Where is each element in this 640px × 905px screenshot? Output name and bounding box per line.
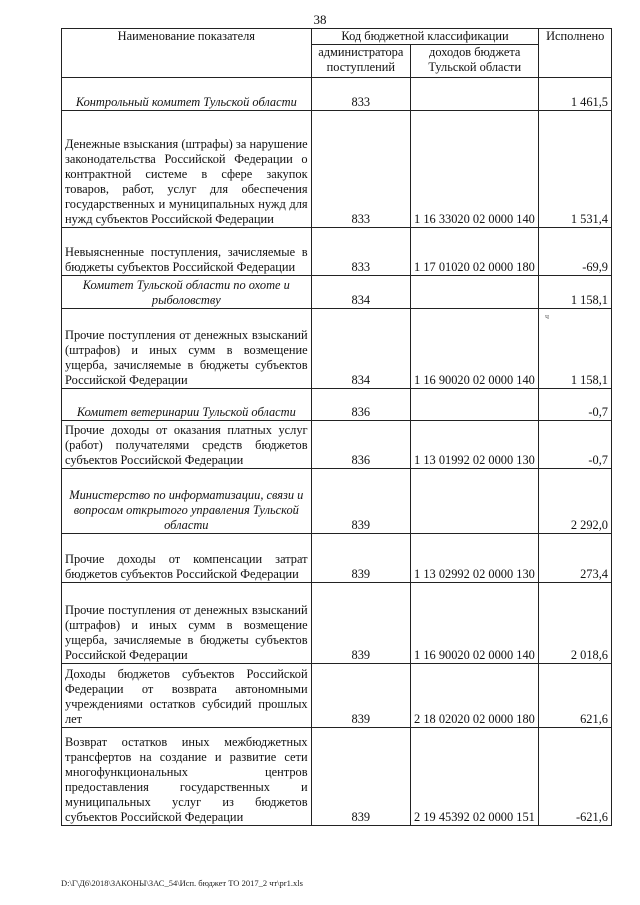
- table-row: [62, 111, 612, 228]
- revenue-code: 1 16 33020 02 0000 140: [411, 111, 539, 228]
- indicator-name: Прочие поступления от денежных взысканий (штрафов) и иных сумм в возмещение ущерба, зачисляемые в бюджеты субъектов Российской Федерации: [62, 583, 312, 664]
- budget-table: [61, 28, 612, 826]
- table-row: [62, 469, 612, 534]
- revenue-code: 1 17 01020 02 0000 180: [411, 228, 539, 276]
- executed-amount: -69,9: [539, 228, 612, 276]
- org-name: Комитет Тульской области по охоте и рыболовству: [62, 276, 312, 309]
- admin-code: 834: [311, 276, 410, 309]
- admin-code: 836: [311, 421, 410, 469]
- header-revenue: доходов бюджета Тульской области: [411, 45, 539, 78]
- indicator-name: Невыясненные поступления, зачисляемые в бюджеты субъектов Российской Федерации: [62, 228, 312, 276]
- admin-code: 834: [311, 309, 410, 389]
- executed-amount: -621,6: [539, 728, 612, 826]
- revenue-code: [411, 276, 539, 309]
- admin-code: 836: [311, 389, 410, 421]
- revenue-code: 2 19 45392 02 0000 151: [411, 728, 539, 826]
- executed-amount: 2 292,0: [539, 469, 612, 534]
- revenue-code: [411, 469, 539, 534]
- scan-mark: ч: [545, 312, 550, 321]
- org-name: Контрольный комитет Тульской области: [62, 78, 312, 111]
- table-row: [62, 309, 612, 389]
- revenue-code: 1 13 02992 02 0000 130: [411, 534, 539, 583]
- table-row: [62, 664, 612, 728]
- table-row: [62, 728, 612, 826]
- executed-amount: 1 461,5: [539, 78, 612, 111]
- executed-amount: 273,4: [539, 534, 612, 583]
- header-indicator: Наименование показателя: [62, 29, 312, 78]
- executed-amount: -0,7: [539, 421, 612, 469]
- indicator-name: Доходы бюджетов субъектов Российской Федерации от возврата автономными учреждениями остатков субсидий прошлых лет: [62, 664, 312, 728]
- admin-code: 833: [311, 78, 410, 111]
- table-row: [62, 421, 612, 469]
- indicator-name: Прочие доходы от компенсации затрат бюджетов субъектов Российской Федерации: [62, 534, 312, 583]
- table-row: [62, 78, 612, 111]
- indicator-name: Возврат остатков иных межбюджетных трансфертов на создание и развитие сети многофункциональных центров предоставления государственных и муниципальных услуг из бюджетов субъектов Российской Федерации: [62, 728, 312, 826]
- revenue-code: [411, 78, 539, 111]
- indicator-name: Денежные взыскания (штрафы) за нарушение законодательства Российской Федерации о контрактной системе в сфере закупок товаров, работ, услуг для обеспечения государственных и муниципальных нужд для нужд субъектов Российской Федерации: [62, 111, 312, 228]
- page-number: 38: [313, 12, 327, 27]
- indicator-name: Прочие поступления от денежных взысканий (штрафов) и иных сумм в возмещение ущерба, зачисляемые в бюджеты субъектов Российской Федерации: [62, 309, 312, 389]
- table-row: [62, 583, 612, 664]
- executed-amount: -0,7: [539, 389, 612, 421]
- org-name: Комитет ветеринарии Тульской области: [62, 389, 312, 421]
- executed-amount: 1 158,1: [539, 276, 612, 309]
- admin-code: 833: [311, 111, 410, 228]
- admin-code: 839: [311, 469, 410, 534]
- admin-code: 839: [311, 664, 410, 728]
- executed-amount: 1 158,1: [539, 309, 612, 389]
- footer-file-path: D:\Г\Д6\2018\ЗАКОНЫ\ЗАС_54\Исп. бюджет ТО 2017_2 чт\pr1.xls: [61, 878, 303, 888]
- executed-amount: 1 531,4: [539, 111, 612, 228]
- revenue-code: 1 16 90020 02 0000 140: [411, 583, 539, 664]
- admin-code: 839: [311, 728, 410, 826]
- header-executed: Исполнено: [539, 29, 612, 78]
- table-row: [62, 389, 612, 421]
- header-administrator: администратора поступлений: [311, 45, 410, 78]
- revenue-code: [411, 389, 539, 421]
- org-name: Министерство по информатизации, связи и вопросам открытого управления Тульской области: [62, 469, 312, 534]
- table-row: [62, 228, 612, 276]
- revenue-code: 2 18 02020 02 0000 180: [411, 664, 539, 728]
- executed-amount: 621,6: [539, 664, 612, 728]
- table-row: [62, 534, 612, 583]
- admin-code: 839: [311, 583, 410, 664]
- revenue-code: 1 16 90020 02 0000 140: [411, 309, 539, 389]
- indicator-name: Прочие доходы от оказания платных услуг (работ) получателями средств бюджетов субъектов Российской Федерации: [62, 421, 312, 469]
- executed-amount: 2 018,6: [539, 583, 612, 664]
- table-row: [62, 276, 612, 309]
- admin-code: 839: [311, 534, 410, 583]
- revenue-code: 1 13 01992 02 0000 130: [411, 421, 539, 469]
- header-classification: Код бюджетной классификации: [311, 29, 539, 45]
- admin-code: 833: [311, 228, 410, 276]
